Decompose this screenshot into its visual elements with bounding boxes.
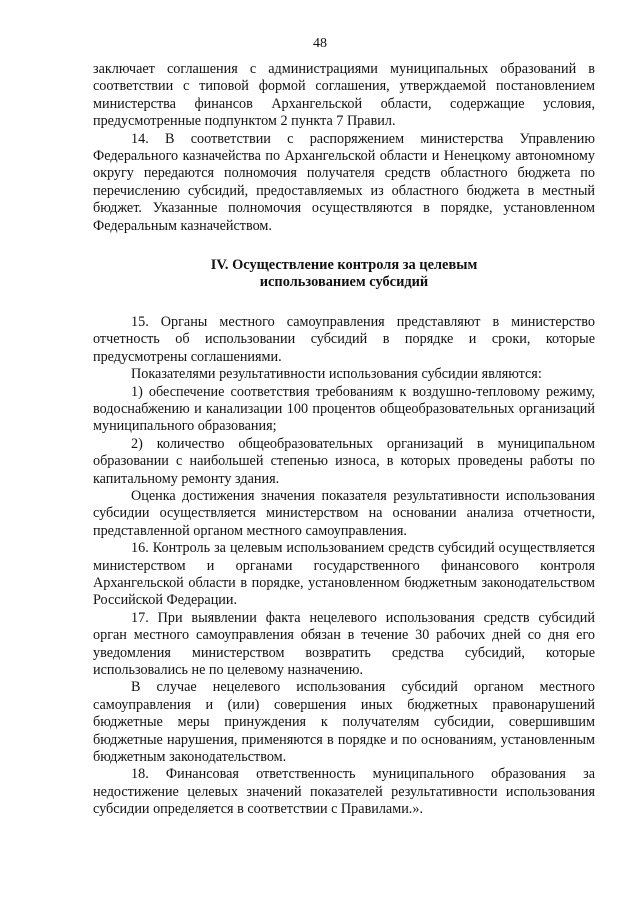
paragraph-14: 14. В соответствии с распоряжением министерства Управлению Федерального казначейства по Архангельской области и Ненецкому автономному округу передаются полномочия получателя средств областного бюджета по перечислению субсидий, предоставляемых из областного бюджета в местный бюджет. Указанные полномочия осуществляются в порядке, установленном Федеральным казначейством.	[93, 130, 595, 234]
section-heading-line-1: IV. Осуществление контроля за целевым	[210, 257, 478, 274]
paragraph-misuse: В случае нецелевого использования субсидий органом местного самоуправления и (или) совершения иных бюджетных правонарушений бюджетные меры принуждения к получателям субсидии, совершившим бюджетные нарушения, применяются в порядке и по основаниям, установленным бюджетным законодательством.	[93, 679, 595, 766]
section-heading	[93, 257, 595, 292]
paragraph-18: 18. Финансовая ответственность муниципального образования за недостижение целевых значений показателей результативности использования субсидии определяется в соответствии с Правилами.».	[93, 766, 595, 818]
paragraph-indicator-2: 2) количество общеобразовательных организаций в муниципальном образовании с наибольшей степенью износа, в которых проведены работы по капитальному ремонту здания.	[93, 435, 595, 487]
document-body	[93, 61, 595, 819]
paragraph-15: 15. Органы местного самоуправления представляют в министерство отчетность об использовании субсидий в порядке и сроки, которые предусмотрены соглашениями.	[93, 313, 595, 365]
paragraph-continuation: заключает соглашения с администрациями муниципальных образований в соответствии с типовой формой соглашения, утверждаемой постановлением министерства финансов Архангельской области, содержащие условия, предусмотренные подпунктом 2 пункта 7 Правил.	[93, 61, 595, 130]
paragraph-17: 17. При выявлении факта нецелевого использования средств субсидий орган местного самоуправления обязан в течение 30 рабочих дней со дня его уведомления министерством возвратить средства субсидий, которые использовались не по целевому назначению.	[93, 609, 595, 678]
paragraph-evaluation: Оценка достижения значения показателя результативности использования субсидии осуществляется министерством на основании анализа отчетности, представленной органом местного самоуправления.	[93, 487, 595, 539]
section-heading-line-2: использованием субсидий	[259, 274, 429, 291]
paragraph-indicator-1: 1) обеспечение соответствия требованиям к воздушно-тепловому режиму, водоснабжению и канализации 100 процентов общеобразовательных организаций муниципального образования;	[93, 383, 595, 435]
paragraph-indicators-intro: Показателями результативности использования субсидии являются:	[131, 366, 542, 383]
paragraph-16: 16. Контроль за целевым использованием средств субсидий осуществляется министерством и органами государственного финансового контроля Архангельской области в порядке, установленном бюджетным законодательством Российской Федерации.	[93, 540, 595, 609]
page-number: 48	[313, 36, 327, 51]
